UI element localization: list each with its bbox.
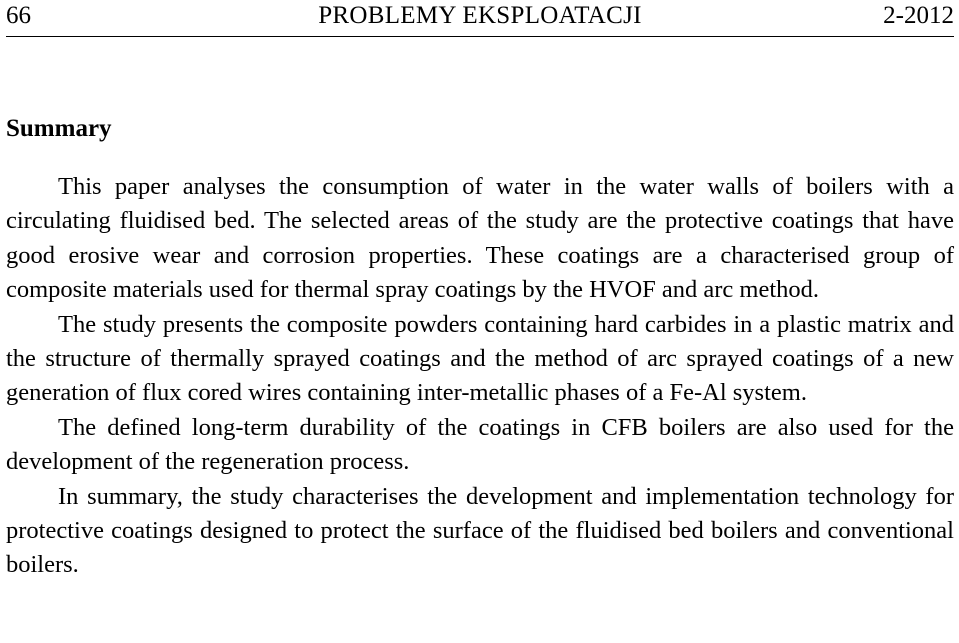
summary-paragraph: This paper analyses the consumption of water in the water walls of boilers with a circulating fluidised bed. The selected areas of the study are the protective coatings that have good erosive wear and corrosion properties. These coatings are a characterised group of composite materials used for thermal spray coatings by the HVOF and arc method. (6, 173, 954, 304)
running-header (6, 0, 954, 37)
summary-body (6, 170, 954, 583)
summary-paragraph: The study presents the composite powders containing hard carbides in a plastic matrix and the structure of thermally sprayed coatings and the method of arc sprayed coatings of a new generation of flux cored wires containing inter-metallic phases of a Fe-Al system. (6, 310, 954, 407)
section-title: Summary (6, 115, 112, 142)
journal-title: PROBLEMY EKSPLOATACJI (318, 2, 642, 29)
summary-paragraph: The defined long-term durability of the coatings in CFB boilers are also used for the development of the regeneration process. (6, 413, 954, 476)
summary-paragraph: In summary, the study characterises the development and implementation technology for protective coatings designed to protect the surface of the fluidised bed boilers and conventional boilers. (6, 482, 954, 579)
page-number: 66 (6, 2, 31, 29)
document-page (6, 0, 954, 579)
issue-number: 2-2012 (883, 2, 954, 29)
